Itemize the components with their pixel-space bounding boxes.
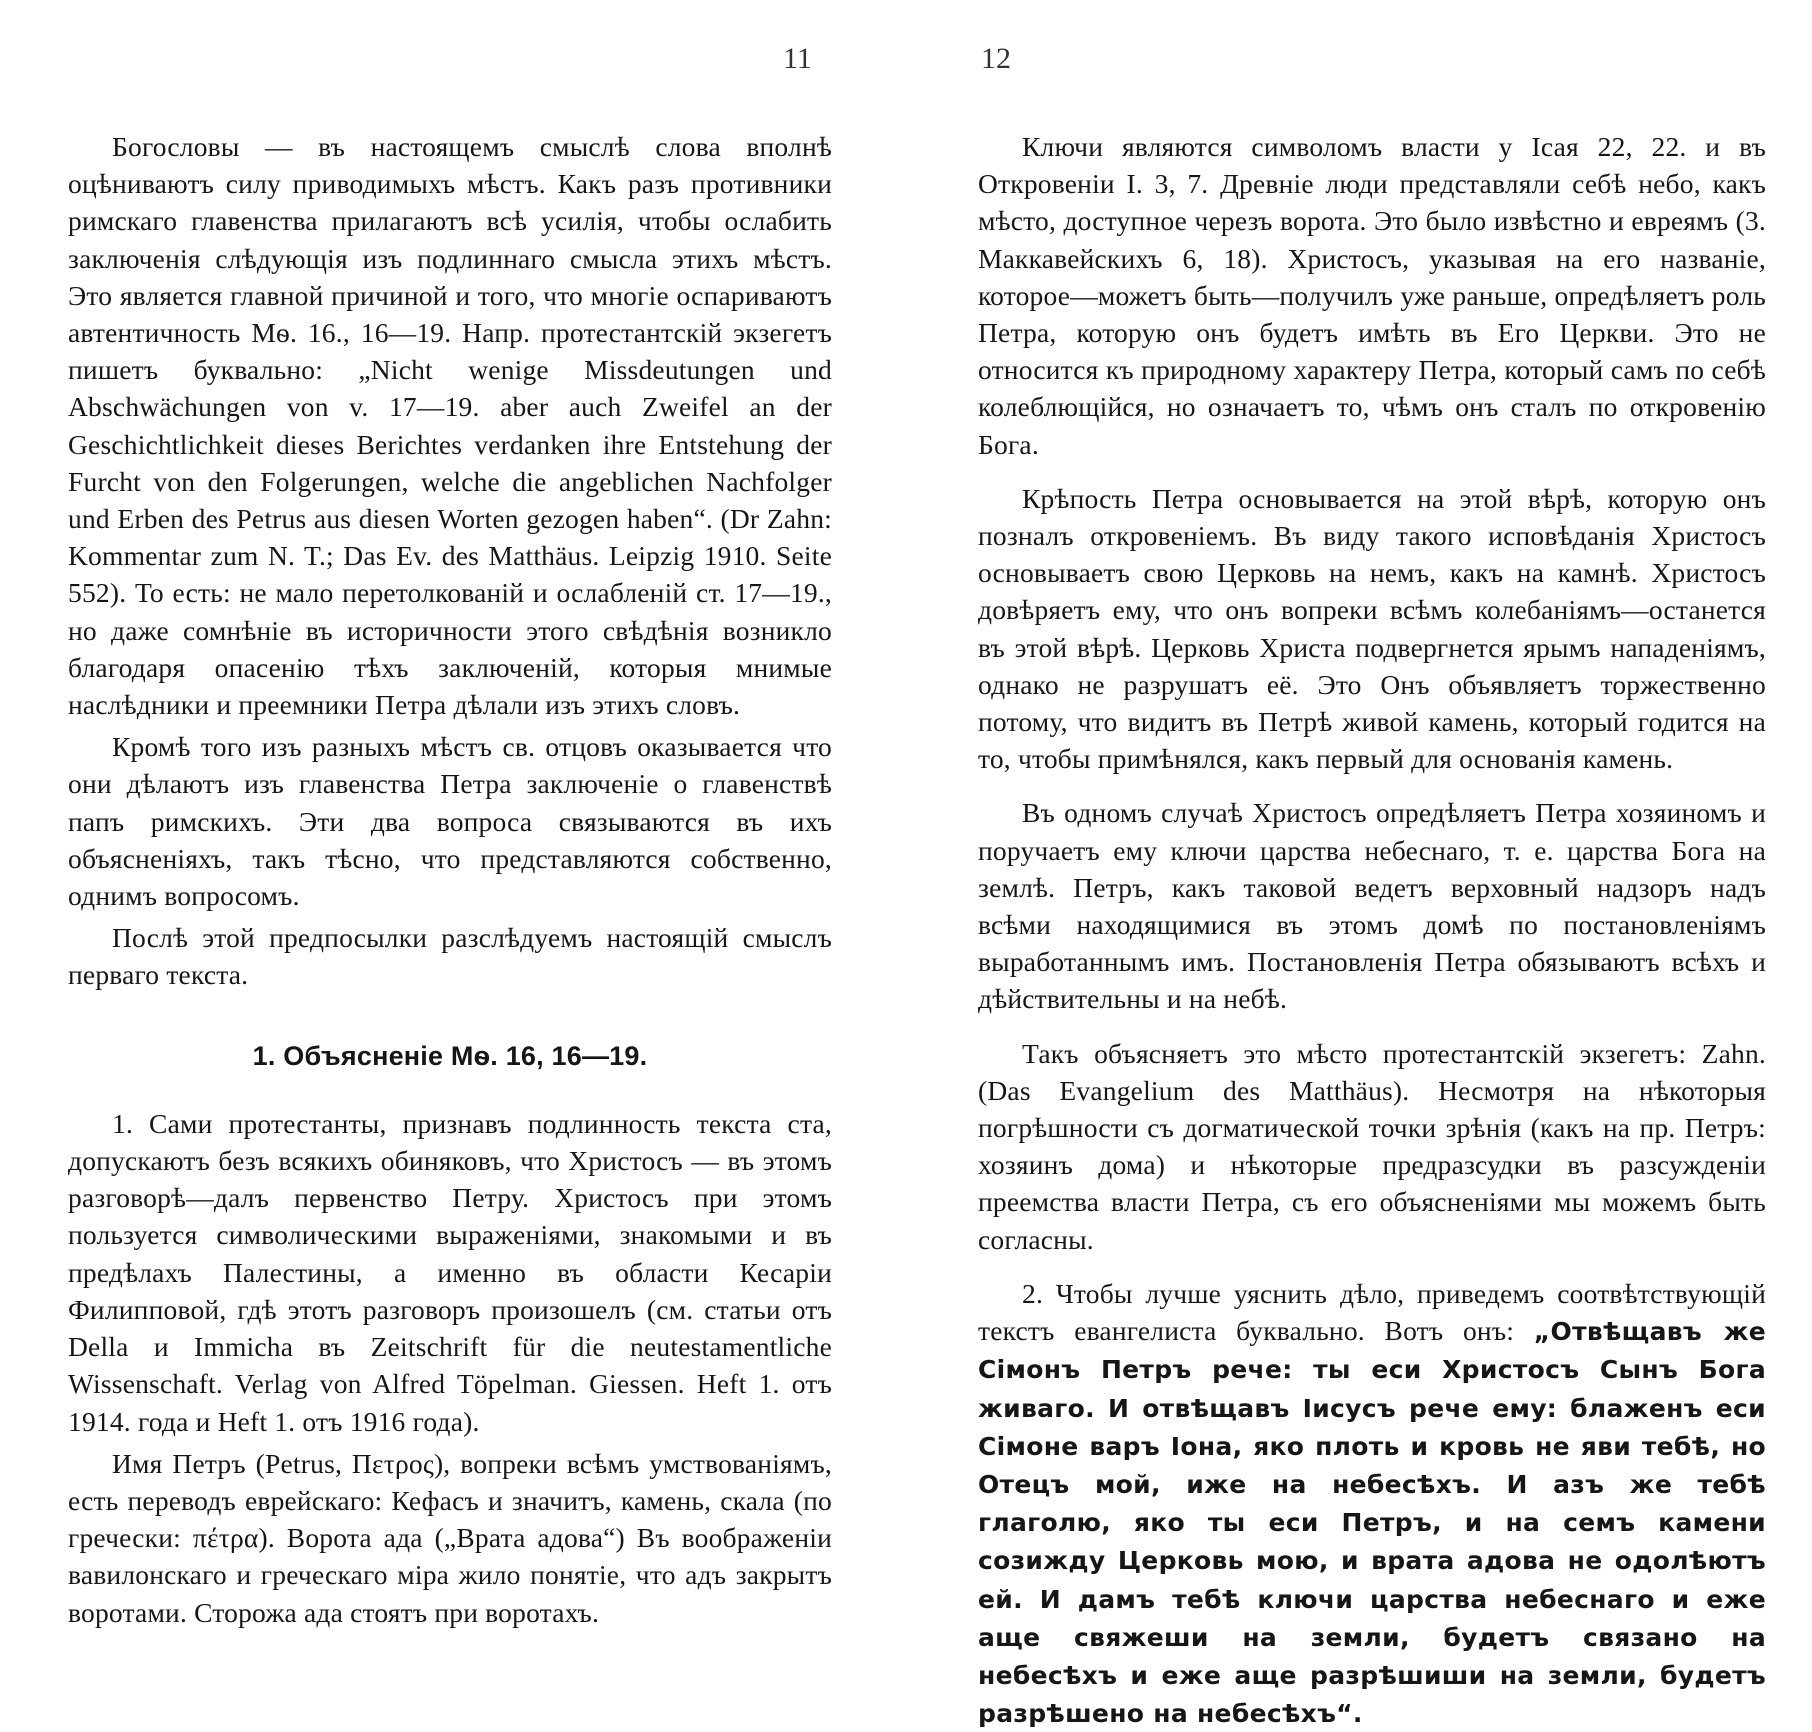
- right-paragraph-5: [978, 1275, 1766, 1732]
- right-paragraph-1: Ключи являются символомъ власти у Ісая 22, 22. и въ Откровеніи I. 3, 7. Древніе люди представляли себѣ небо, какъ мѣсто, доступное черезъ ворота. Это было извѣстно и евреямъ (3. Маккавейскихъ 6, 18). Христосъ, указывая на его названіе, которое—можетъ быть—получилъ уже раньше, опредѣляетъ роль Петра, которую онъ будетъ имѣть въ Его Церкви. Это не относится къ природному характеру Петра, который самъ по себѣ колеблющійся, но означаетъ то, чѣмъ онъ сталъ по откровенію Бога.: [978, 131, 1766, 460]
- left-paragraph-5: Имя Петръ (Petrus, Πετρος), вопреки всѣмъ умствованіямъ, есть переводъ еврейскаго: Кефасъ и значитъ, камень, скала (по гречески: πέτρα). Ворота ада („Врата адова“) Въ воображеніи вавилонскаго и греческаго міра жило понятіе, что адъ закрытъ воротами. Сторожа ада стоятъ при воротахъ.: [68, 1447, 832, 1628]
- left-paragraph-2: Кромѣ того изъ разныхъ мѣстъ св. отцовъ оказывается что они дѣлаютъ изъ главенства Петра заключеніе о главенствѣ папъ римскихъ. Эти два вопроса связываются въ ихъ объясненіяхъ, такъ тѣсно, что представляются собственно, однимъ вопросомъ.: [68, 731, 832, 912]
- church-slavonic-quote: „Отвѣщавъ же Сімонъ Петръ рече: ты еси Христосъ Сынъ Бога живаго. И отвѣщавъ Іисусъ рече ему: блаженъ еси Сімоне варъ Іона, яко плоть и кровь не яви тебѣ, но Отецъ мой, иже на небесѣхъ. И азъ же тебѣ глаголю, яко ты еси Петръ, и на семъ камени созижду Церковь мою, и врата адова не одолѣютъ ей. И дамъ тебѣ ключи царства небеснаго и еже аще свяжеши на земли, будетъ связано на небесѣхъ и еже аще разрѣшиши на земли, будетъ разрѣшено на небесѣхъ“.: [978, 1317, 1767, 1729]
- section-heading: 1. Объясненіе Мѳ. 16, 16—19.: [252, 1040, 648, 1071]
- left-paragraph-4: 1. Сами протестанты, признавъ подлинность текста ста, допускаютъ безъ всякихъ обиняковъ, что Христосъ — въ этомъ разговорѣ—далъ первенство Петру. Христосъ при этомъ пользуется символическими выраженіями, знакомыми и въ предѣлахъ Палестины, а именно въ области Кесаріи Филипповой, гдѣ этотъ разговоръ произошелъ (см. статьи отъ Della и Immicha въ Zeitschrift für die neutestamentliche Wissenschaft. Verlag von Alfred Töpelman. Giessen. Heft 1. отъ 1914. года и Heft 1. отъ 1916 года).: [68, 1107, 832, 1437]
- left-paragraph-3: Послѣ этой предпосылки разслѣдуемъ настоящій смыслъ перваго текста.: [68, 922, 832, 991]
- right-paragraph-3: Въ одномъ случаѣ Христосъ опредѣляетъ Петра хозяиномъ и поручаетъ ему ключи царства небеснаго, т. е. царства Бога на землѣ. Петръ, какъ таковой ведетъ верховный надзоръ надъ всѣми находящимися въ этомъ домѣ по постановленіямъ выработаннымъ имъ. Постановленія Петра обязываютъ всѣхъ и дѣйствительны и на небѣ.: [978, 797, 1766, 1015]
- right-paragraph-2: Крѣпость Петра основывается на этой вѣрѣ, которую онъ позналъ откровеніемъ. Въ виду такого исповѣданія Христосъ основываетъ свою Церковь на немъ, какъ на камнѣ. Христосъ довѣряетъ ему, что онъ вопреки всѣмъ колебаніямъ—останется въ этой вѣрѣ. Церковь Христа подвергнется ярымъ нападеніямъ, однако не разрушатъ её. Это Онъ объявляетъ торжественно потому, что видитъ въ Петрѣ живой камень, который годится на то, чтобы примѣнялся, какъ первый для основанія камень.: [978, 482, 1766, 775]
- left-page: [0, 0, 906, 1628]
- left-paragraph-1: Богословы — въ настоящемъ смыслѣ слова вполнѣ оцѣниваютъ силу приводимыхъ мѣстъ. Какъ разъ противники римскаго главенства прилагаютъ всѣ усилія, чтобы ослабить заключенія слѣдующія изъ подлиннаго смысла этихъ мѣстъ. Это является главной причиной и того, что многіе оспариваютъ автентичность Мѳ. 16., 16—19. Напр. протестантскій экзегетъ пишетъ буквально: „Nicht wenige Missdeutungen und Abschwächungen von v. 17—19. aber auch Zweifel an der Geschichtlichkeit dieses Berichtes verdanken ihre Entstehung der Furcht von den Folgerungen, welche die angeblichen Nachfolger und Erben des Petrus aus diesen Worten gezogen haben“. (Dr Zahn: Kommentar zum N. T.; Das Ev. des Matthäus. Leipzig 1910. Seite 552). То есть: не мало перетолкованій и ослабленій ст. 17—19., но даже сомнѣніе въ историчности этого свѣдѣнія возникло благодаря опасенію тѣхъ заключеній, которыя мнимые наслѣдники и преемники Петра дѣлали изъ этихъ словъ.: [68, 131, 832, 721]
- page-number-left: 11: [783, 42, 812, 75]
- page-number-right: 12: [981, 42, 1011, 75]
- right-paragraph-5-intro: 2. Чтобы лучше уяснить дѣло, приведемъ соотвѣтствующій текстъ евангелиста буквально. Вотъ онъ:: [978, 1277, 1766, 1347]
- right-paragraph-4: Такъ объясняетъ это мѣсто протестантскій экзегетъ: Zahn. (Das Evangelium des Matthäus). Несмотря на нѣкоторыя погрѣшности съ догматической точки зрѣнія (какъ на пр. Петръ: хозяинъ дома) и нѣкоторые предразсудки въ разсужденіи преемства власти Петра, съ его объясненіями мы можемъ быть согласны.: [978, 1037, 1766, 1255]
- right-page: [906, 0, 1812, 1729]
